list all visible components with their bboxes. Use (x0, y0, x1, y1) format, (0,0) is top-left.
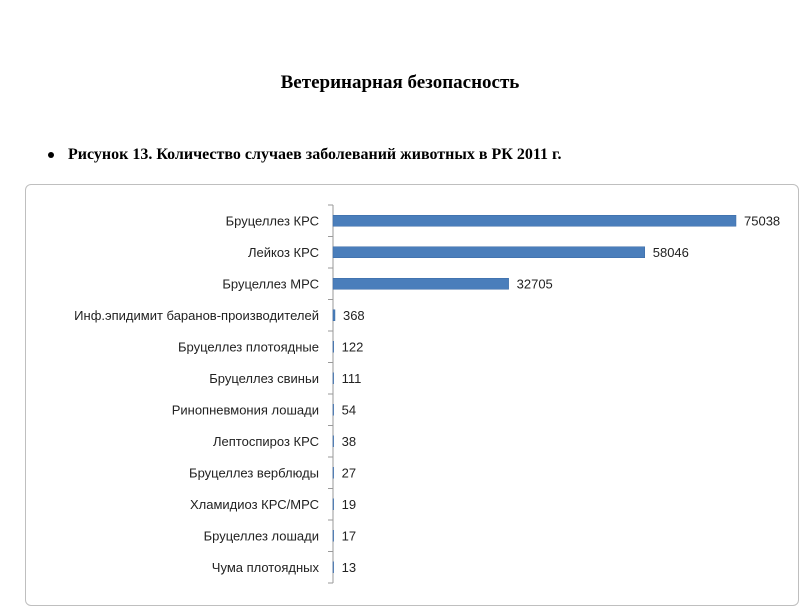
bar (333, 215, 736, 226)
category-label: Чума плотоядных (211, 559, 319, 575)
data-label: 17 (341, 528, 357, 544)
data-label: 54 (341, 402, 357, 418)
bar (333, 373, 334, 384)
data-label: 122 (341, 339, 364, 355)
bar (333, 530, 334, 541)
bar (333, 310, 335, 321)
bar (333, 278, 509, 289)
category-label: Инф.эпидимит баранов-производителей (74, 307, 319, 323)
bar (333, 467, 334, 478)
data-label: 38 (341, 433, 357, 449)
category-label: Бруцеллез МРС (222, 276, 319, 292)
figure-caption-text: Рисунок 13. Количество случаев заболеваний животных в РК 2011 г. (68, 146, 562, 163)
bar (333, 247, 645, 258)
bar (333, 404, 334, 415)
data-label: 19 (341, 496, 357, 512)
data-label: 13 (341, 559, 357, 575)
category-label: Лептоспироз КРС (212, 433, 319, 449)
data-label: 75038 (744, 213, 781, 229)
category-label: Лейкоз КРС (248, 244, 319, 260)
data-label: 58046 (652, 244, 689, 260)
category-label: Бруцеллез свиньи (209, 370, 319, 386)
page-title: Ветеринарная безопасность (280, 72, 520, 93)
category-label: Бруцеллез лошади (203, 528, 319, 544)
bar (333, 499, 334, 510)
category-label: Хламидиоз КРС/МРС (189, 496, 319, 512)
data-label: 111 (341, 370, 362, 386)
data-label: 32705 (516, 276, 553, 292)
category-label: Бруцеллез КРС (225, 213, 319, 229)
data-label: 368 (342, 307, 365, 323)
category-label: Бруцеллез плотоядные (177, 339, 319, 355)
bar (333, 436, 334, 447)
category-label: Ринопневмония лошади (171, 402, 319, 418)
category-label: Бруцеллез верблюды (189, 465, 319, 481)
data-label: 27 (341, 465, 357, 481)
bar (333, 341, 334, 352)
bar (333, 562, 334, 573)
